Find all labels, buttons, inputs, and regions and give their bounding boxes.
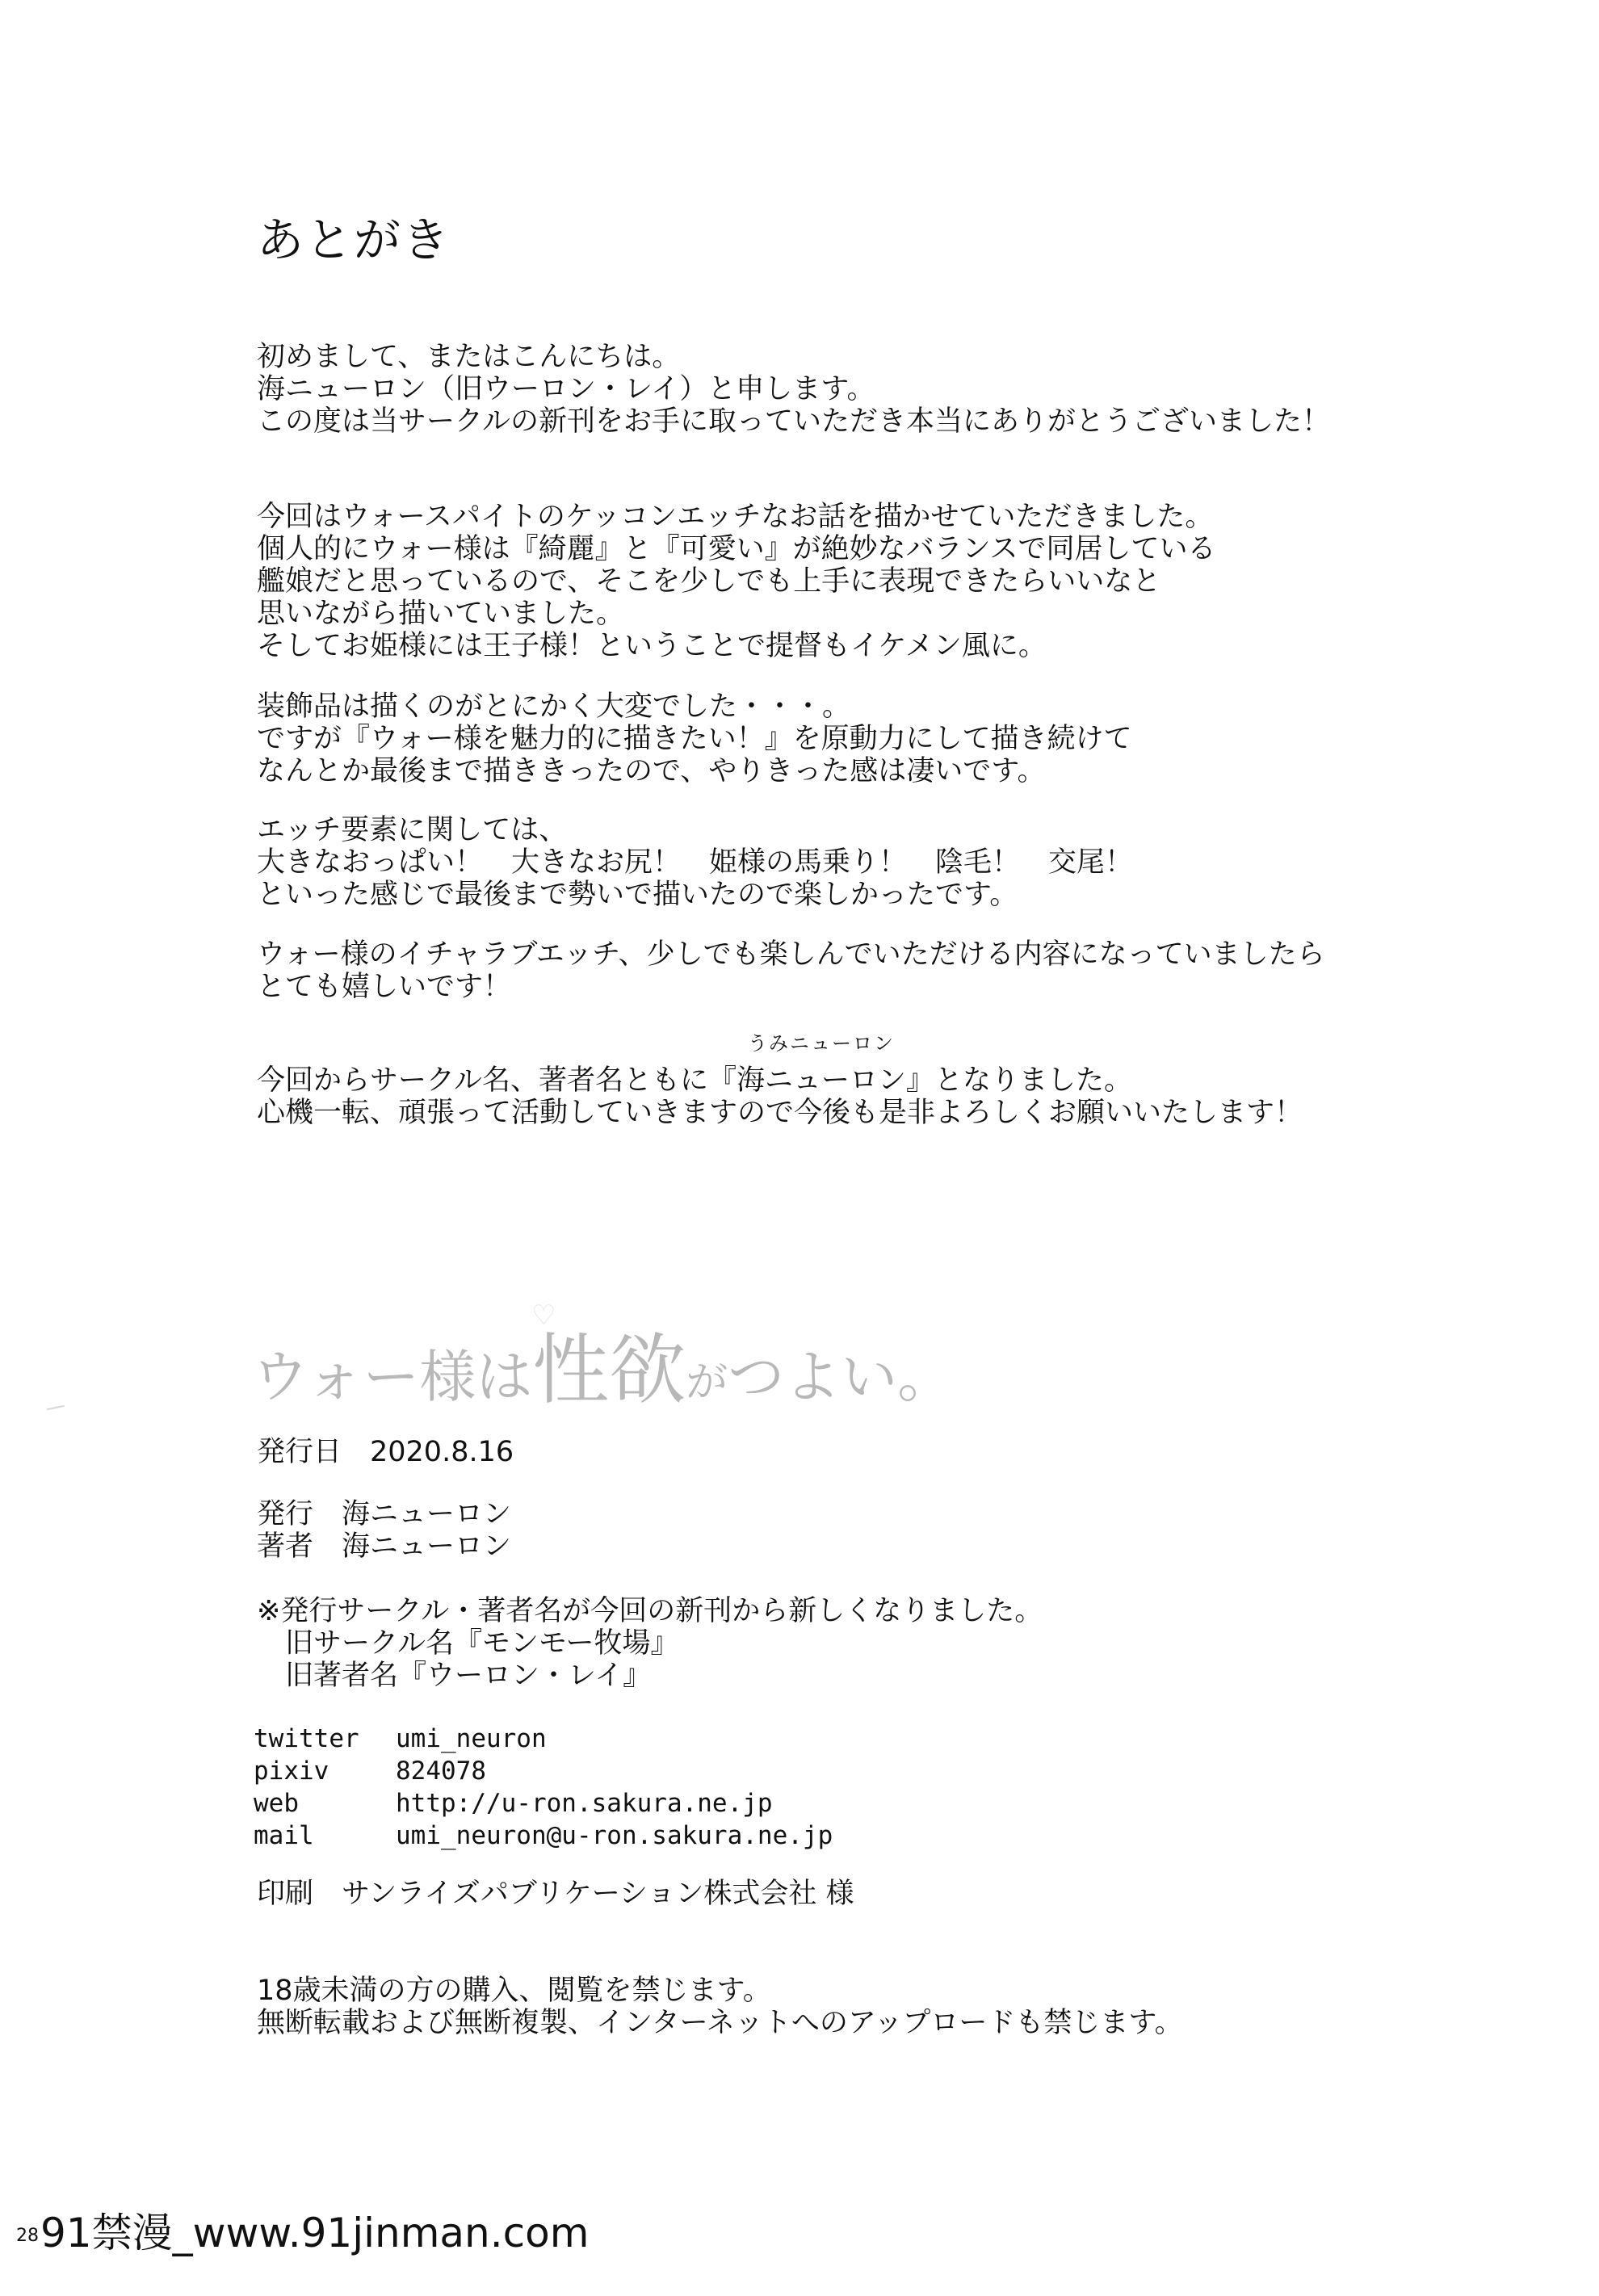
book-title-logo [252,1326,955,1415]
contact-row-mail [254,1820,833,1852]
book-title-part: 性欲 [532,1326,686,1415]
contact-label: twitter [254,1724,359,1753]
text-line: 艦娘だと思っているので、そこを少しでも上手に表現できたらいいなと [257,565,1161,598]
text-line-with-furigana [257,1032,1303,1097]
text-line: 大きなおっぱい！ 大きなお尻！ 姫様の馬乗り！ 陰毛！ 交尾！ [257,846,1134,879]
printer-line: 印刷 サンライズパブリケーション株式会社 様 [257,1878,854,1910]
afterword-paragraph-elements [257,814,1133,911]
contact-row-pixiv [254,1755,833,1787]
text-line: ですが『ウォー様を魅力的に描きたい！』を原動力にして描き続けて [257,723,1132,755]
text-line: 今回からサークル名、著者名ともに『海ニューロン』となりました。 [257,1064,1132,1097]
text-line: 装飾品は描くのがとにかく大変でした・・・。 [257,690,851,723]
heart-icon: ♡ [531,1299,556,1332]
contact-row-web [254,1787,833,1820]
text-line: とても嬉しいです！ [257,971,512,1003]
author-line: 著者 海ニューロン [257,1530,512,1563]
text-line: 思いながら描いていました。 [257,598,625,630]
text-line: 18歳未満の方の購入、閲覧を禁じます。 [257,1975,771,2007]
contact-label: mail [254,1821,314,1850]
release-date: 発行日 2020.8.16 [257,1436,514,1468]
page-number: 28 [16,2225,39,2246]
footer-watermark [16,2210,590,2256]
contact-value: http://u-ron.sakura.ne.jp [396,1789,773,1818]
scan-speck [47,1405,65,1411]
age-warning [257,1975,1183,2039]
afterword-paragraph-accessories [257,690,1132,787]
afterword-paragraph-story [257,501,1216,662]
publisher-line: 発行 海ニューロン [257,1498,512,1530]
watermark-text: 91禁漫_www.91jinman.com [40,2210,590,2256]
book-title-part: つよい。 [728,1344,955,1410]
text-line: ※発行サークル・著者名が今回の新刊から新しくなりました。 [257,1595,1043,1627]
contact-value: 824078 [396,1757,486,1786]
text-line: 旧著者名『ウーロン・レイ』 [257,1660,652,1692]
book-title-part: ウォー様は [252,1344,533,1410]
text-line: そしてお姫様には王子様！ということで提督もイケメン風に。 [257,630,1047,662]
text-line: エッチ要素に関しては、 [257,814,568,846]
text-line: この度は当サークルの新刊をお手に取っていただき本当にありがとうございました！ [257,405,1330,438]
contact-value: umi_neuron@u-ron.sakura.ne.jp [396,1821,833,1850]
text-line: 無断転載および無断複製、インターネットへのアップロードも禁じます。 [257,2007,1183,2039]
text-line: 個人的にウォー様は『綺麗』と『可愛い』が絶妙なバランスで同居している [257,533,1216,565]
text-line: 今回はウォースパイトのケッコンエッチなお話を描かせていただきました。 [257,501,1214,533]
text-line: 初めまして、またはこんにちは。 [257,341,681,373]
furigana: うみニューロン [748,1032,895,1055]
text-line: 旧サークル名『モンモー牧場』 [257,1627,679,1660]
afterword-paragraph-rename [257,1032,1303,1129]
contact-row-twitter [254,1723,833,1755]
afterword-heading: あとがき [257,212,451,267]
text-line: なんとか最後まで描ききったので、やりきった感は凄いです。 [257,755,1046,787]
afterword-paragraph-hope [257,938,1325,1003]
contact-label: pixiv [254,1757,329,1786]
contact-label: web [254,1789,299,1818]
credits [257,1498,511,1563]
text-line: といった感じで最後まで勢いで描いたので楽しかったです。 [257,879,1018,911]
contact-list [254,1723,833,1852]
text-line: ウォー様のイチャラブエッチ、少しでも楽しんでいただける内容になっていましたら [257,938,1325,971]
name-change-note [257,1595,1043,1692]
book-title-part: が [686,1358,728,1407]
contact-value: umi_neuron [396,1724,547,1753]
afterword-paragraph-greeting [257,341,1330,438]
text-line: 心機一転、頑張って活動していきますので今後も是非よろしくお願いいたします！ [257,1097,1303,1129]
text-line: 海ニューロン（旧ウーロン・レイ）と申します。 [257,373,875,405]
